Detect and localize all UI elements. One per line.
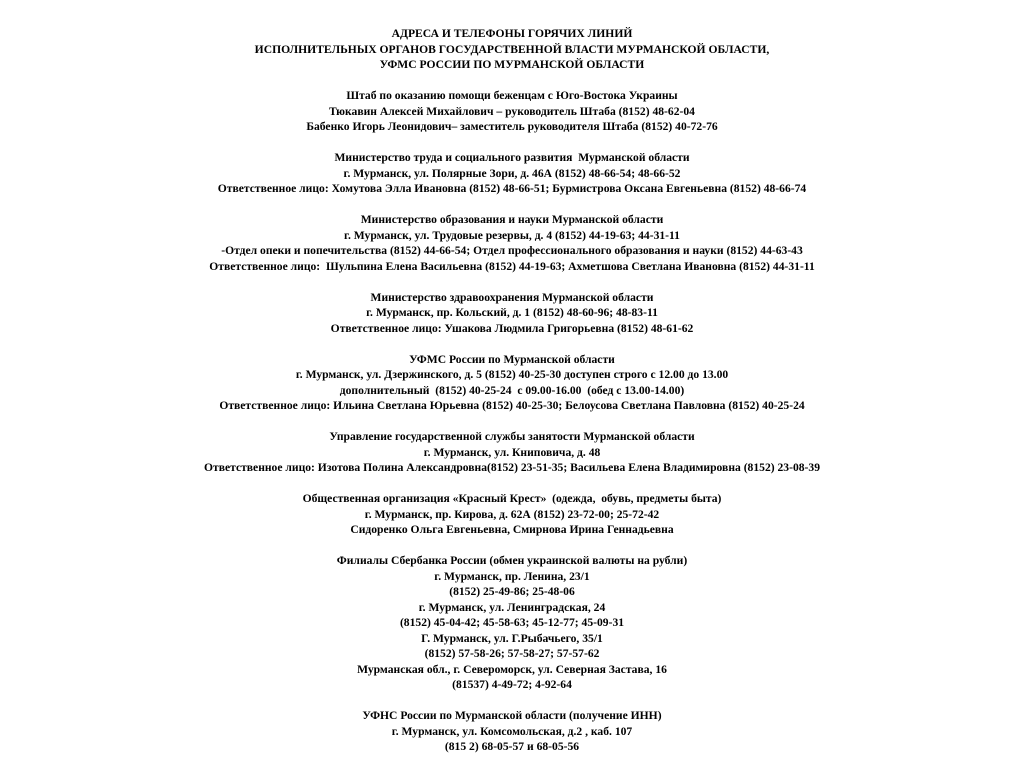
contact-line: Ответственное лицо: Ушакова Людмила Григорьевна (8152) 48-61-62 <box>330 321 694 335</box>
address-line: г. Мурманск, пр. Кольский, д. 1 (8152) 48-60-96; 48-83-11 <box>366 306 658 319</box>
section-heading: УФМС России по Мурманской области <box>409 352 615 366</box>
title-line: УФМС РОССИИ ПО МУРМАНСКОЙ ОБЛАСТИ <box>379 58 645 71</box>
section-ufns <box>0 708 1024 755</box>
section-heading: Штаб по оказанию помощи беженцам с Юго-Востока Украины <box>346 89 678 102</box>
contact-line: Ответственное лицо: Изотова Полина Александровна(8152) 23-51-35; Васильева Елена Владимировна (8152) 23-08-39 <box>203 461 821 474</box>
title-line: АДРЕСА И ТЕЛЕФОНЫ ГОРЯЧИХ ЛИНИЙ <box>391 27 633 40</box>
phone-line: (8152) 45-04-42; 45-58-63; 45-12-77; 45-09-31 <box>399 616 625 629</box>
section-heading: УФНС России по Мурманской области (получение ИНН) <box>362 709 662 722</box>
section-red-cross <box>0 491 1024 538</box>
section-ministry-labor <box>0 150 1024 197</box>
contact-line: Ответственное лицо: Хомутова Элла Ивановна (8152) 48-66-51; Бурмистрова Оксана Евгеньевна (8152) 48-66-74 <box>217 182 807 195</box>
section-refugee-headquarters <box>0 88 1024 135</box>
section-sberbank <box>0 553 1024 693</box>
address-line: г. Мурманск, ул. Трудовые резервы, д. 4 (8152) 44-19-63; 44-31-11 <box>344 228 680 242</box>
schedule-line: дополнительный (8152) 40-25-24 с 09.00-16.00 (обед с 13.00-14.00) <box>339 383 685 397</box>
phone-line: (8152) 25-49-86; 25-48-06 <box>449 585 575 598</box>
section-ministry-health <box>0 290 1024 337</box>
address-line: Мурманская обл., г. Североморск, ул. Северная Застава, 16 <box>357 662 667 676</box>
document-page <box>0 26 1024 755</box>
section-heading: Министерство образования и науки Мурманской области <box>360 213 664 226</box>
phone-line: (815 2) 68-05-57 и 68-05-56 <box>444 740 580 753</box>
section-heading: Министерство здравоохранения Мурманской области <box>370 290 654 304</box>
department-line: -Отдел опеки и попечительства (8152) 44-66-54; Отдел профессионального образования и науки (8152) 44-63-43 <box>221 244 803 257</box>
contact-line: Тюкавин Алексей Михайлович – руководитель Штаба (8152) 48-62-04 <box>329 104 695 118</box>
contact-line: Ответственное лицо: Шульпина Елена Васильевна (8152) 44-19-63; Ахметшова Светлана Ивановна (8152) 44-31-11 <box>209 259 815 273</box>
section-heading: Филиалы Сбербанка России (обмен украинской валюты на рубли) <box>336 554 688 567</box>
address-line: г. Мурманск, ул. Комсомольская, д.2 , каб. 107 <box>391 724 633 738</box>
contact-line: Бабенко Игорь Леонидович– заместитель руководителя Штаба (8152) 40-72-76 <box>306 120 718 133</box>
phone-line: (81537) 4-49-72; 4-92-64 <box>452 678 572 691</box>
address-line: г. Мурманск, пр. Кирова, д. 62А (8152) 23-72-00; 25-72-42 <box>364 507 660 521</box>
section-ufms <box>0 352 1024 414</box>
address-line: г. Мурманск, ул. Дзержинского, д. 5 (8152) 40-25-30 доступен строго с 12.00 до 13.00 <box>295 368 729 381</box>
contact-line: Сидоренко Ольга Евгеньевна, Смирнова Ирина Геннадьевна <box>350 523 674 536</box>
section-heading: Общественная организация «Красный Крест» (одежда, обувь, предметы быта) <box>302 492 722 505</box>
section-ministry-education <box>0 212 1024 274</box>
contact-line: Ответственное лицо: Ильина Светлана Юрьевна (8152) 40-25-30; Белоусова Светлана Павловна (8152) 40-25-24 <box>219 399 805 412</box>
section-heading: Министерство труда и социального развития Мурманской области <box>334 151 690 164</box>
address-line: Г. Мурманск, ул. Г.Рыбачьего, 35/1 <box>421 631 603 645</box>
section-employment-service <box>0 429 1024 476</box>
address-line: г. Мурманск, ул. Книповича, д. 48 <box>423 445 601 459</box>
document-title <box>0 26 1024 73</box>
address-line: г. Мурманск, пр. Ленина, 23/1 <box>434 569 590 583</box>
section-heading: Управление государственной службы занятости Мурманской области <box>329 430 695 443</box>
address-line: г. Мурманск, ул. Ленинградская, 24 <box>418 600 606 614</box>
phone-line: (8152) 57-58-26; 57-58-27; 57-57-62 <box>424 647 600 660</box>
address-line: г. Мурманск, ул. Полярные Зори, д. 46А (8152) 48-66-54; 48-66-52 <box>343 166 681 180</box>
title-line: ИСПОЛНИТЕЛЬНЫХ ОРГАНОВ ГОСУДАРСТВЕННОЙ ВЛАСТИ МУРМАНСКОЙ ОБЛАСТИ, <box>254 42 770 56</box>
